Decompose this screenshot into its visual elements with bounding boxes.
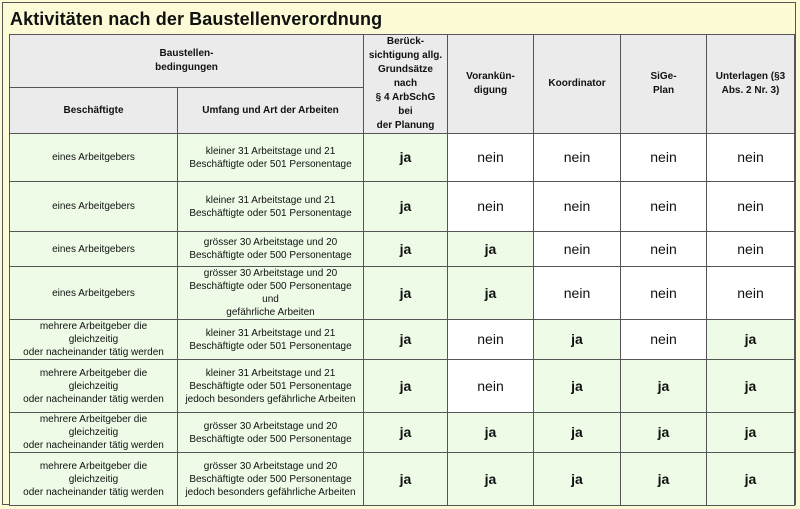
cell-koordinator: nein xyxy=(534,267,621,320)
cell-koordinator: nein xyxy=(534,232,621,267)
cell-beruecksichtigung: ja xyxy=(364,320,448,360)
cell-beruecksichtigung: ja xyxy=(364,453,448,506)
header-vorankuendigung: Vorankün- digung xyxy=(448,35,534,134)
cell-sige: nein xyxy=(621,134,707,182)
cell-umfang: grösser 30 Arbeitstage und 20 Beschäftigte oder 500 Personentage und gefährliche Arbeiten xyxy=(178,267,364,320)
cell-beschaeftigte: mehrere Arbeitgeber die gleichzeitig oder nacheinander tätig werden xyxy=(10,413,178,453)
cell-sige: nein xyxy=(621,267,707,320)
cell-beschaeftigte: eines Arbeitgebers xyxy=(10,182,178,232)
cell-beschaeftigte: eines Arbeitgebers xyxy=(10,267,178,320)
cell-koordinator: ja xyxy=(534,320,621,360)
cell-unterlagen: nein xyxy=(707,134,795,182)
table-row xyxy=(10,360,795,413)
cell-beschaeftigte: eines Arbeitgebers xyxy=(10,232,178,267)
cell-umfang: kleiner 31 Arbeitstage und 21 Beschäftigte oder 501 Personentage xyxy=(178,320,364,360)
cell-umfang: grösser 30 Arbeitstage und 20 Beschäftigte oder 500 Personentage xyxy=(178,232,364,267)
table-row xyxy=(10,267,795,320)
baustellenverordnung-table xyxy=(9,34,795,506)
cell-beruecksichtigung: ja xyxy=(364,267,448,320)
cell-koordinator: nein xyxy=(534,134,621,182)
cell-sige: ja xyxy=(621,360,707,413)
cell-unterlagen: ja xyxy=(707,360,795,413)
cell-vorankuendigung: ja xyxy=(448,413,534,453)
cell-koordinator: ja xyxy=(534,360,621,413)
cell-vorankuendigung: nein xyxy=(448,320,534,360)
cell-beruecksichtigung: ja xyxy=(364,360,448,413)
cell-koordinator: ja xyxy=(534,453,621,506)
cell-sige: nein xyxy=(621,232,707,267)
cell-sige: nein xyxy=(621,182,707,232)
cell-sige: ja xyxy=(621,413,707,453)
cell-unterlagen: nein xyxy=(707,182,795,232)
cell-vorankuendigung: ja xyxy=(448,453,534,506)
cell-beschaeftigte: mehrere Arbeitgeber die gleichzeitig oder nacheinander tätig werden xyxy=(10,360,178,413)
cell-sige: ja xyxy=(621,453,707,506)
table-row xyxy=(10,320,795,360)
header-unterlagen: Unterlagen (§3 Abs. 2 Nr. 3) xyxy=(707,35,795,134)
cell-unterlagen: ja xyxy=(707,320,795,360)
cell-vorankuendigung: ja xyxy=(448,232,534,267)
table-row xyxy=(10,182,795,232)
header-sige-plan: SiGe- Plan xyxy=(621,35,707,134)
cell-vorankuendigung: nein xyxy=(448,182,534,232)
header-beschaeftigte: Beschäftigte xyxy=(10,88,178,134)
cell-unterlagen: ja xyxy=(707,413,795,453)
cell-beruecksichtigung: ja xyxy=(364,134,448,182)
cell-umfang: kleiner 31 Arbeitstage und 21 Beschäftigte oder 501 Personentage xyxy=(178,134,364,182)
cell-vorankuendigung: ja xyxy=(448,267,534,320)
table-row xyxy=(10,413,795,453)
cell-umfang: kleiner 31 Arbeitstage und 21 Beschäftigte oder 501 Personentage xyxy=(178,182,364,232)
cell-vorankuendigung: nein xyxy=(448,134,534,182)
cell-unterlagen: nein xyxy=(707,267,795,320)
cell-beruecksichtigung: ja xyxy=(364,182,448,232)
cell-koordinator: nein xyxy=(534,182,621,232)
cell-vorankuendigung: nein xyxy=(448,360,534,413)
table-body xyxy=(10,134,795,506)
cell-beschaeftigte: eines Arbeitgebers xyxy=(10,134,178,182)
cell-umfang: grösser 30 Arbeitstage und 20 Beschäftigte oder 500 Personentage jedoch besonders gefährliche Arbeiten xyxy=(178,453,364,506)
header-koordinator: Koordinator xyxy=(534,35,621,134)
cell-beschaeftigte: mehrere Arbeitgeber die gleichzeitig oder nacheinander tätig werden xyxy=(10,453,178,506)
cell-umfang: kleiner 31 Arbeitstage und 21 Beschäftigte oder 501 Personentage jedoch besonders gefährliche Arbeiten xyxy=(178,360,364,413)
table-row xyxy=(10,134,795,182)
header-umfang: Umfang und Art der Arbeiten xyxy=(178,88,364,134)
cell-koordinator: ja xyxy=(534,413,621,453)
header-beruecksichtigung: Berück- sichtigung allg. Grundsätze nach § 4 ArbSchG bei der Planung xyxy=(364,35,448,134)
cell-beschaeftigte: mehrere Arbeitgeber die gleichzeitig oder nacheinander tätig werden xyxy=(10,320,178,360)
table-row xyxy=(10,232,795,267)
cell-beruecksichtigung: ja xyxy=(364,232,448,267)
cell-unterlagen: ja xyxy=(707,453,795,506)
table-row xyxy=(10,453,795,506)
cell-beruecksichtigung: ja xyxy=(364,413,448,453)
page-title: Aktivitäten nach der Baustellenverordnung xyxy=(10,9,383,29)
cell-unterlagen: nein xyxy=(707,232,795,267)
cell-umfang: grösser 30 Arbeitstage und 20 Beschäftigte oder 500 Personentage xyxy=(178,413,364,453)
cell-sige: nein xyxy=(621,320,707,360)
header-baustellenbedingungen: Baustellen- bedingungen xyxy=(10,35,364,88)
